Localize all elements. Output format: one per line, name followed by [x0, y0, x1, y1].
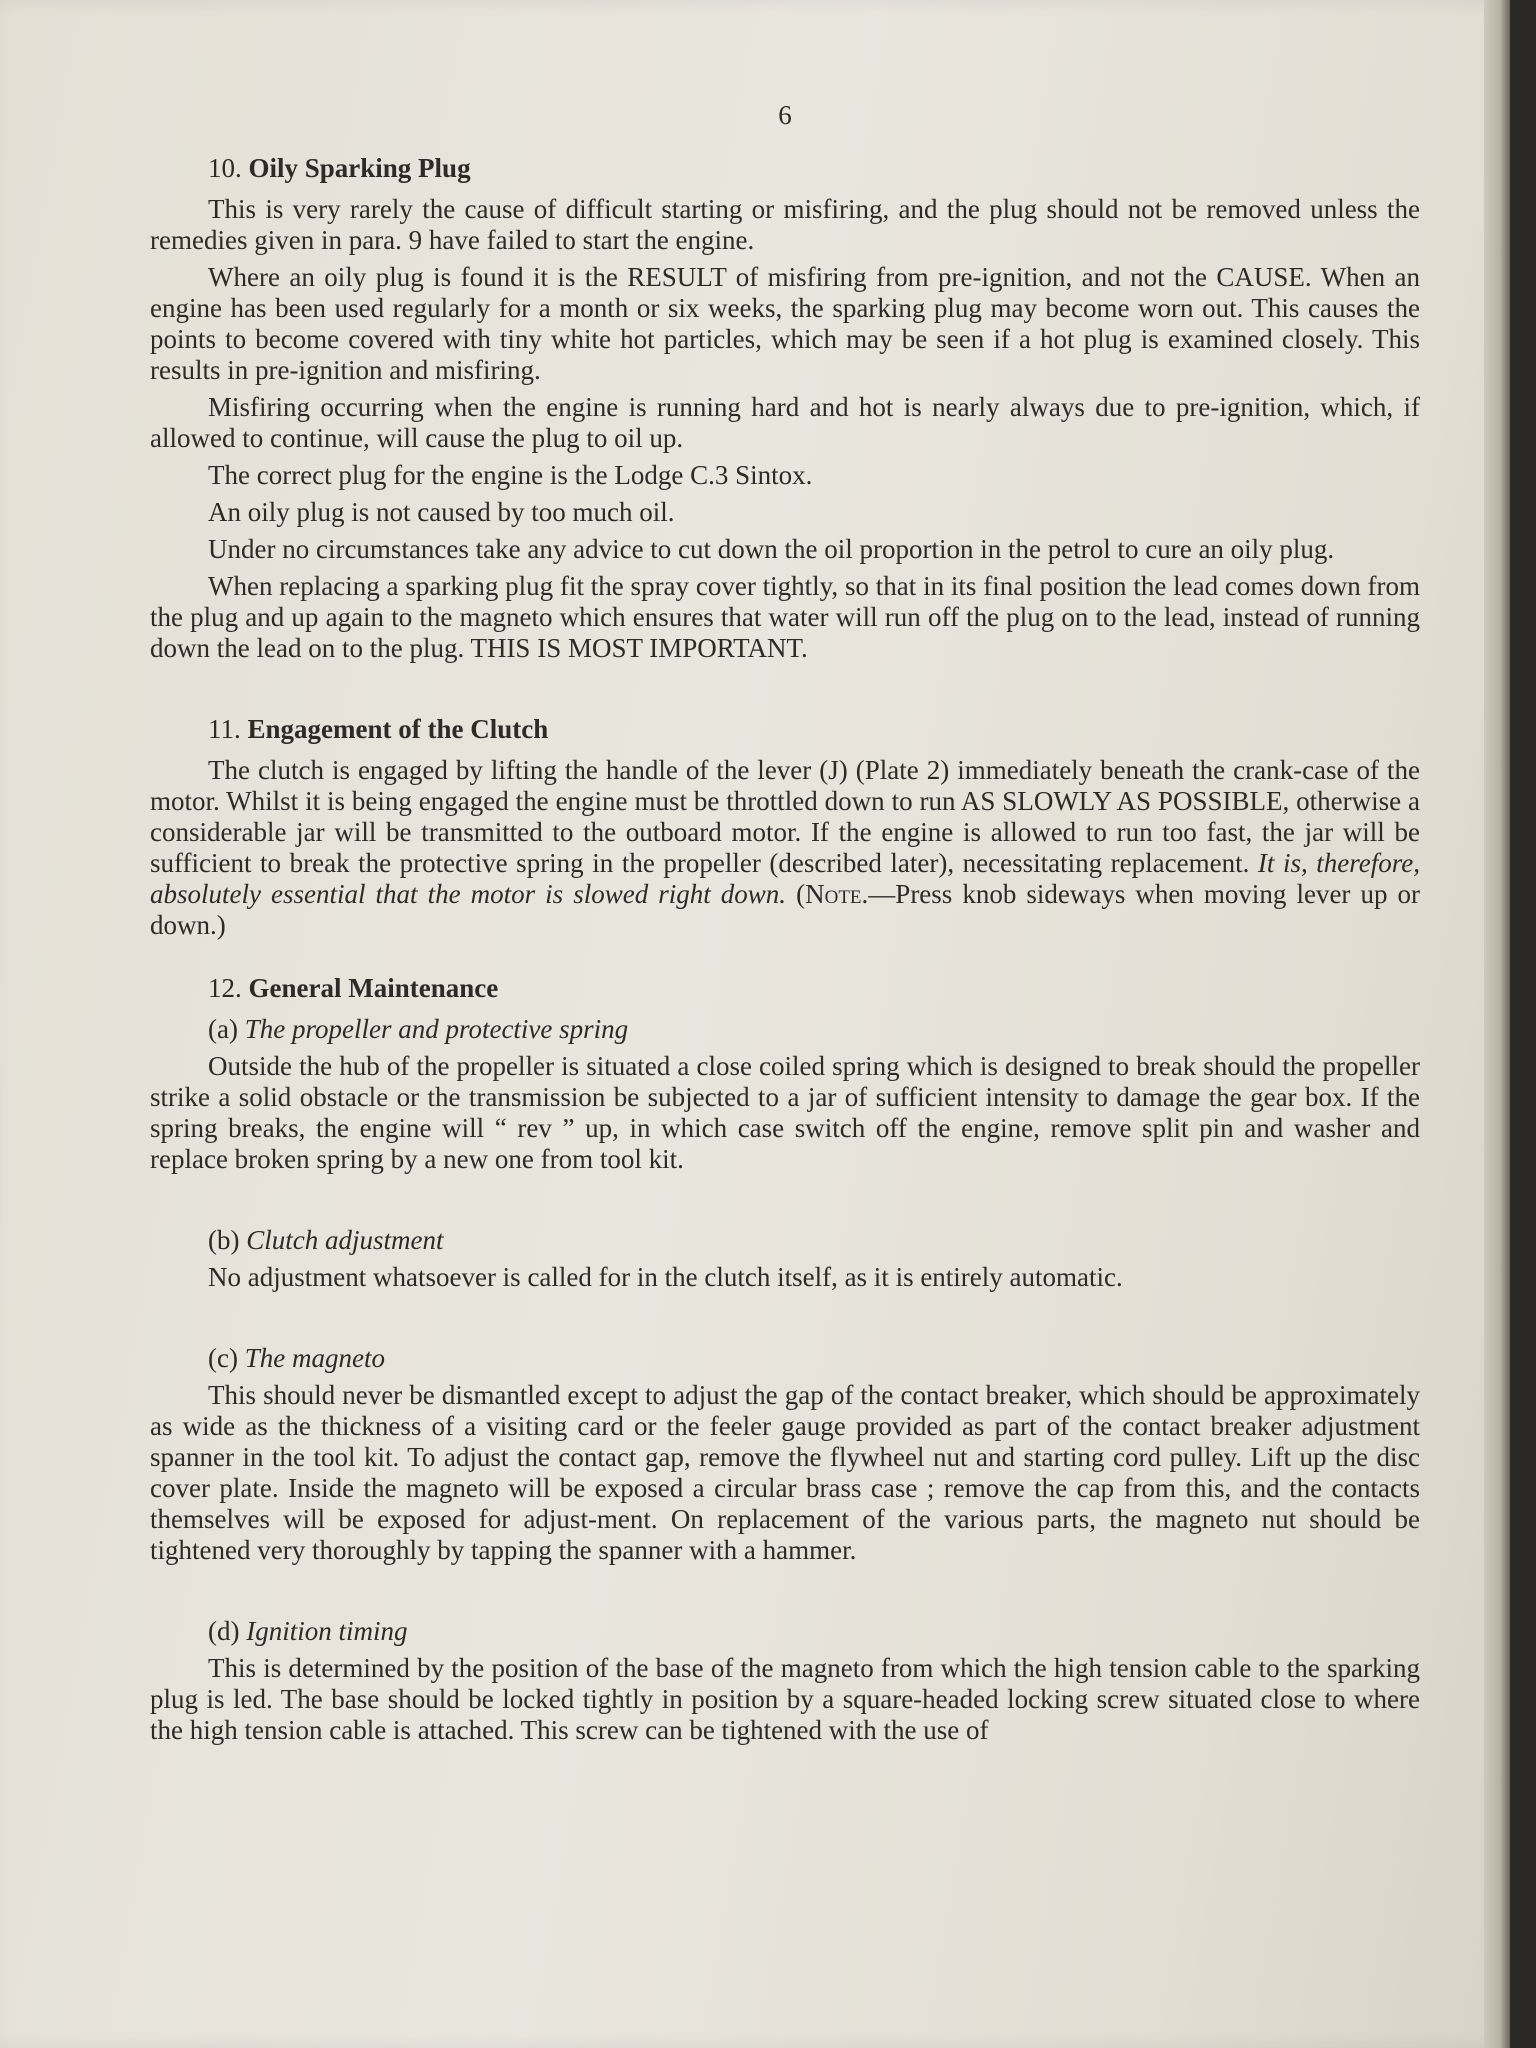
section-title: General Maintenance	[248, 973, 499, 1003]
paragraph: Misfiring occurring when the engine is running hard and hot is nearly always due to pre-ignition, which, if allowed to continue, will cause the plug to oil up.	[150, 392, 1420, 453]
section-title: Engagement of the Clutch	[247, 714, 549, 744]
section-number: 11.	[208, 714, 241, 744]
clutch-emphasis: It is, therefore, absolutely essential that the motor is slowed right down.	[150, 848, 1421, 909]
section-11-heading	[208, 714, 1420, 745]
subsection-letter: (b)	[208, 1225, 240, 1255]
page-content	[150, 100, 1420, 1752]
note-label: Note	[805, 879, 862, 909]
clutch-paragraph	[150, 755, 1420, 941]
paragraph: This is very rarely the cause of difficult starting or misfiring, and the plug should not be removed unless the remedies given in para. 9 have failed to start the engine.	[150, 194, 1420, 255]
paragraph: No adjustment whatsoever is called for in the clutch itself, as it is entirely automatic.	[208, 1262, 1123, 1292]
section-title: Oily Sparking Plug	[248, 153, 471, 183]
subsection-title: Clutch adjustment	[246, 1225, 444, 1255]
subsection-title: Ignition timing	[246, 1616, 408, 1646]
paragraph: This is determined by the position of the base of the magneto from which the high tension cable to the sparking plug is led. The base should be locked tightly in position by a square-headed locking screw situated close to where the high tension cable is attached. This screw can be tightened with the use of	[150, 1653, 1420, 1745]
subsection-title: The propeller and protective spring	[244, 1014, 629, 1044]
clutch-text: The clutch is engaged by lifting the handle of the lever (J) (Plate 2) immediately beneath the crank-case of the motor. Whilst it is being engaged the engine must be throttled down to run AS SLOWLY AS POSSIBLE, otherwise a considerable jar will be transmitted to the outboard motor. If the engine is allowed to run too fast, the jar will be sufficient to break the protective spring in the propeller (described later), necessitating replacement.	[150, 755, 1420, 878]
subsection-title: The magneto	[244, 1343, 385, 1373]
paragraph: The correct plug for the engine is the Lodge C.3 Sintox.	[208, 460, 813, 490]
page-edge-shadow	[1484, 0, 1510, 2048]
paragraph: Under no circumstances take any advice to cut down the oil proportion in the petrol to cure an oily plug.	[208, 534, 1335, 564]
paragraph: This should never be dismantled except to adjust the gap of the contact breaker, which should be approximately as wide as the thickness of a visiting card or the feeler gauge provided as part of the contact breaker adjustment spanner in the tool kit. To adjust the contact gap, remove the flywheel nut and starting cord pulley. Lift up the disc cover plate. Inside the magneto will be exposed a circular brass case ; remove the cap from this, and the contacts themselves will be exposed for adjust-ment. On replacement of the various parts, the magneto nut should be tightened very thoroughly by tapping the spanner with a hammer.	[150, 1380, 1420, 1565]
paragraph: Where an oily plug is found it is the RESULT of misfiring from pre-ignition, and not the CAUSE. When an engine has been used regularly for a month or six weeks, the sparking plug may become worn out. This causes the points to become covered with tiny white hot particles, which may be seen if a hot plug is examined closely. This results in pre-ignition and misfiring.	[150, 262, 1420, 385]
paragraph: Outside the hub of the propeller is situated a close coiled spring which is designed to break should the propeller strike a solid obstacle or the transmission be subjected to a jar of sufficient intensity to damage the gear box. If the spring breaks, the engine will “ rev ” up, in which case switch off the engine, remove split pin and washer and replace broken spring by a new one from tool kit.	[150, 1051, 1420, 1174]
section-number: 10.	[208, 153, 242, 183]
page-number: 6	[778, 100, 792, 130]
subsection-b-heading	[208, 1225, 1420, 1256]
subsection-d-heading	[208, 1616, 1420, 1647]
paragraph: An oily plug is not caused by too much oil.	[208, 497, 675, 527]
subsection-letter: (d)	[208, 1616, 240, 1646]
paragraph: When replacing a sparking plug fit the spray cover tightly, so that in its final position the lead comes down from the plug and up again to the magneto which ensures that water will run off the plug on to the lead, instead of running down the lead on to the plug. THIS IS MOST IMPORTANT.	[150, 571, 1420, 663]
subsection-c-heading	[208, 1343, 1420, 1374]
note-open: (	[796, 879, 806, 909]
subsection-a-heading	[208, 1014, 1420, 1045]
section-number: 12.	[208, 973, 242, 1003]
note-text: .—Press knob sideways when moving lever up or down.)	[150, 879, 1420, 940]
subsection-letter: (c)	[208, 1343, 238, 1373]
subsection-letter: (a)	[208, 1014, 238, 1044]
section-12-heading	[208, 973, 1420, 1004]
section-10-heading	[208, 153, 1420, 184]
